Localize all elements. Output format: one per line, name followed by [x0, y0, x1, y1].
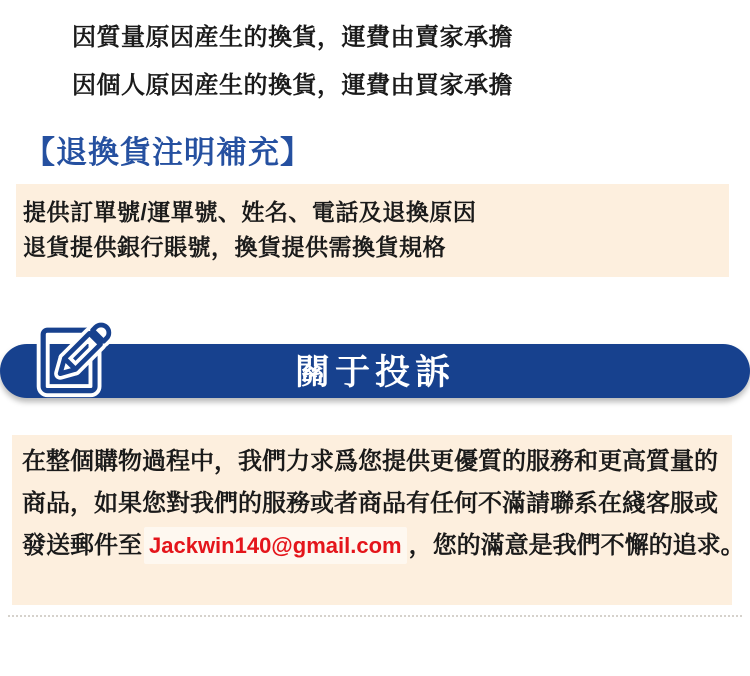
contact-email-link[interactable]: Jackwin140@gmail.com: [144, 527, 407, 564]
note-personal-reason: 因個人原因産生的換貨，運費由買家承擔: [72, 72, 513, 99]
complaint-panel: [12, 435, 745, 605]
supplement-line-order-info: 提供訂單號/運單號、姓名、電話及退換原因: [23, 199, 477, 225]
dotted-divider: [8, 615, 742, 617]
return-supplement-heading: 【退換貨注明補充】: [24, 135, 312, 170]
complaint-text-line3-prefix: 發送郵件至: [22, 532, 142, 559]
exchange-shipping-notes: [72, 14, 513, 110]
complaint-text-line3: [22, 525, 745, 567]
complaint-banner-title: 關于投訴: [294, 352, 455, 392]
complaint-text-line3-suffix: ，您的滿意是我們不懈的追求。: [408, 532, 745, 559]
complaint-text-line2: 商品，如果您對我們的服務或者商品有任何不滿請聯系在綫客服或: [22, 490, 718, 517]
complaint-text-line1: 在整個購物過程中，我們力求爲您提供更優質的服務和更高質量的: [22, 448, 718, 475]
supplement-line-bank-info: 退貨提供銀行賬號，換貨提供需換貨規格: [23, 234, 446, 260]
note-quality-reason: 因質量原因産生的換貨，運費由賣家承擔: [72, 24, 513, 51]
pencil-edit-icon: [32, 306, 120, 401]
return-supplement-panel: [16, 184, 729, 277]
